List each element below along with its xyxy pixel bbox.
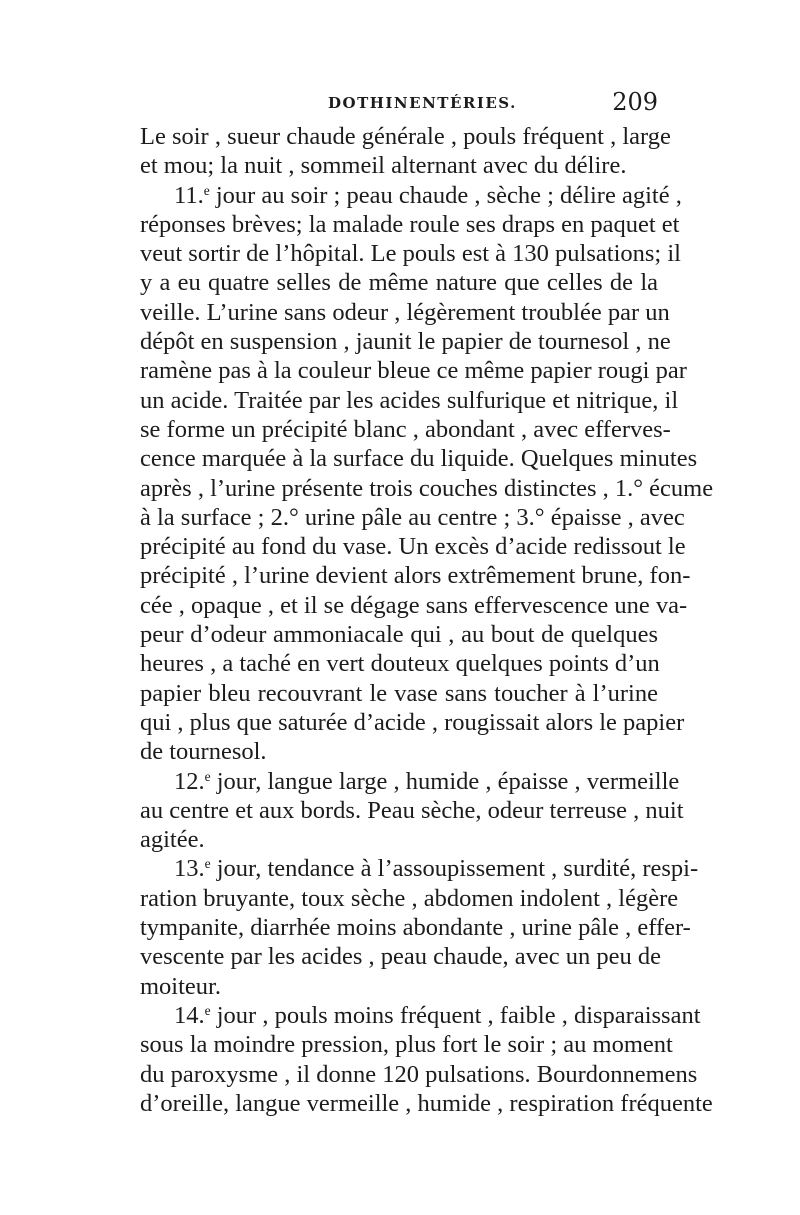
text-line: se forme un précipité blanc , abondant , avec efferves- [140, 415, 671, 443]
text-line: y a eu quatre selles de même nature que celles de la [140, 269, 658, 297]
text-line: ramène pas à la couleur bleue ce même papier rougi par [140, 357, 687, 385]
text-line: précipité , l’urine devient alors extrêmement brune, fon- [140, 562, 691, 590]
text-line: ration bruyante, toux sèche , abdomen indolent , légère [140, 884, 679, 912]
text-line: moiteur. [140, 972, 221, 1000]
text-line: veille. L’urine sans odeur , légèrement troublée par un [140, 298, 670, 326]
body-text [140, 122, 714, 1118]
text-line: 14.$^e$ jour , pouls moins fréquent , faible , disparaissant [174, 1001, 701, 1029]
text-line: 12.$^e$ jour, langue large , humide , épaisse , vermeille [174, 767, 680, 795]
text-line: 13.$^e$ jour, tendance à l’assoupissement , surdité, respi- [174, 855, 699, 883]
running-title: DOTHINENTÉRIES. [328, 94, 517, 112]
text-line: un acide. Traitée par les acides sulfurique et nitrique, il [140, 386, 679, 414]
text-line: tympanite, diarrhée moins abondante , urine pâle , effer- [140, 914, 691, 942]
text-line: précipité au fond du vase. Un excès d’acide redissout le [140, 533, 686, 561]
page-number: 209 [612, 88, 658, 116]
text-line: peur d’odeur ammoniacale qui , au bout de quelques [140, 621, 658, 649]
text-line: au centre et aux bords. Peau sèche, odeur terreuse , nuit [140, 796, 684, 824]
text-line: cée , opaque , et il se dégage sans effervescence une va- [140, 591, 688, 619]
text-line: d’oreille, langue vermeille , humide , respiration fréquente [140, 1089, 713, 1117]
text-line: et mou; la nuit , sommeil alternant avec du délire. [140, 152, 627, 180]
text-line: agitée. [140, 826, 205, 854]
text-line: après , l’urine présente trois couches distinctes , 1.° écume [140, 474, 714, 502]
text-line: qui , plus que saturée d’acide , rougissait alors le papier [140, 708, 685, 736]
text-line: à la surface ; 2.° urine pâle au centre ; 3.° épaisse , avec [140, 503, 685, 531]
text-line: du paroxysme , il donne 120 pulsations. Bourdonnemens [140, 1060, 698, 1088]
text-line: papier bleu recouvrant le vase sans toucher à l’urine [140, 679, 658, 707]
text-line: 11.$^e$ jour au soir ; peau chaude , sèche ; délire agité , [174, 181, 682, 209]
text-line: Le soir , sueur chaude générale , pouls fréquent , large [140, 123, 671, 150]
text-line: réponses brèves; la malade roule ses draps en paquet et [140, 210, 680, 238]
text-line: cence marquée à la surface du liquide. Quelques minutes [140, 445, 698, 473]
text-line: dépôt en suspension , jaunit le papier de tournesol , ne [140, 328, 671, 356]
text-line: de tournesol. [140, 738, 267, 766]
text-line: sous la moindre pression, plus fort le soir ; au moment [140, 1031, 673, 1059]
text-line: veut sortir de l’hôpital. Le pouls est à 130 pulsations; il [140, 240, 681, 268]
text-line: heures , a taché en vert douteux quelques points d’un [140, 650, 660, 678]
text-line: vescente par les acides , peau chaude, avec un peu de [140, 943, 662, 971]
